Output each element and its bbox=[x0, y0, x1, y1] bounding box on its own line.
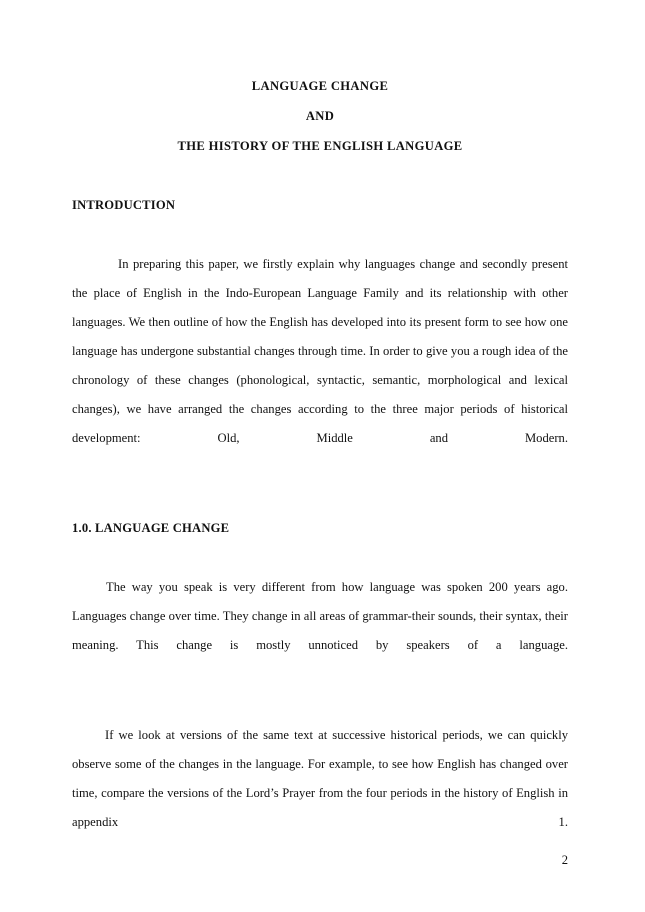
paragraph-language-change-2: If we look at versions of the same text at successive historical periods, we can quickly observe some of the changes in the language. For example, to see how English has changed over time, compare the versions of the Lord’s Prayer from the four periods in the history of English in appendix 1. bbox=[72, 728, 568, 829]
paragraph-language-change-1: The way you speak is very different from how language was spoken 200 years ago. Languages change over time. They change in all areas of grammar-their sounds, their syntax, their meaning. This change is mostly unnoticed by speakers of a language. bbox=[72, 580, 568, 652]
document-title-line-3: THE HISTORY OF THE ENGLISH LANGUAGE bbox=[177, 139, 463, 153]
document-title-line-1: LANGUAGE CHANGE bbox=[251, 79, 389, 93]
document-title-line-2: AND bbox=[305, 109, 335, 123]
page-number: 2 bbox=[561, 853, 568, 867]
page-content bbox=[72, 0, 568, 866]
paragraph-introduction-body: In preparing this paper, we firstly explain why languages change and secondly present the place of English in the Indo-European Language Family and its relationship with other languages. We then outline of how the English has developed into its present form to see how one language has undergone substantial changes through time. In order to give you a rough idea of the chronology of these changes (phonological, syntactic, semantic, morphological and lexical changes), we have arranged the changes according to the three major periods of historical development: Old, Middle and Modern. bbox=[72, 257, 568, 445]
heading-introduction: INTRODUCTION bbox=[72, 198, 176, 212]
title-block bbox=[72, 0, 568, 161]
heading-language-change: 1.0. LANGUAGE CHANGE bbox=[72, 521, 230, 535]
